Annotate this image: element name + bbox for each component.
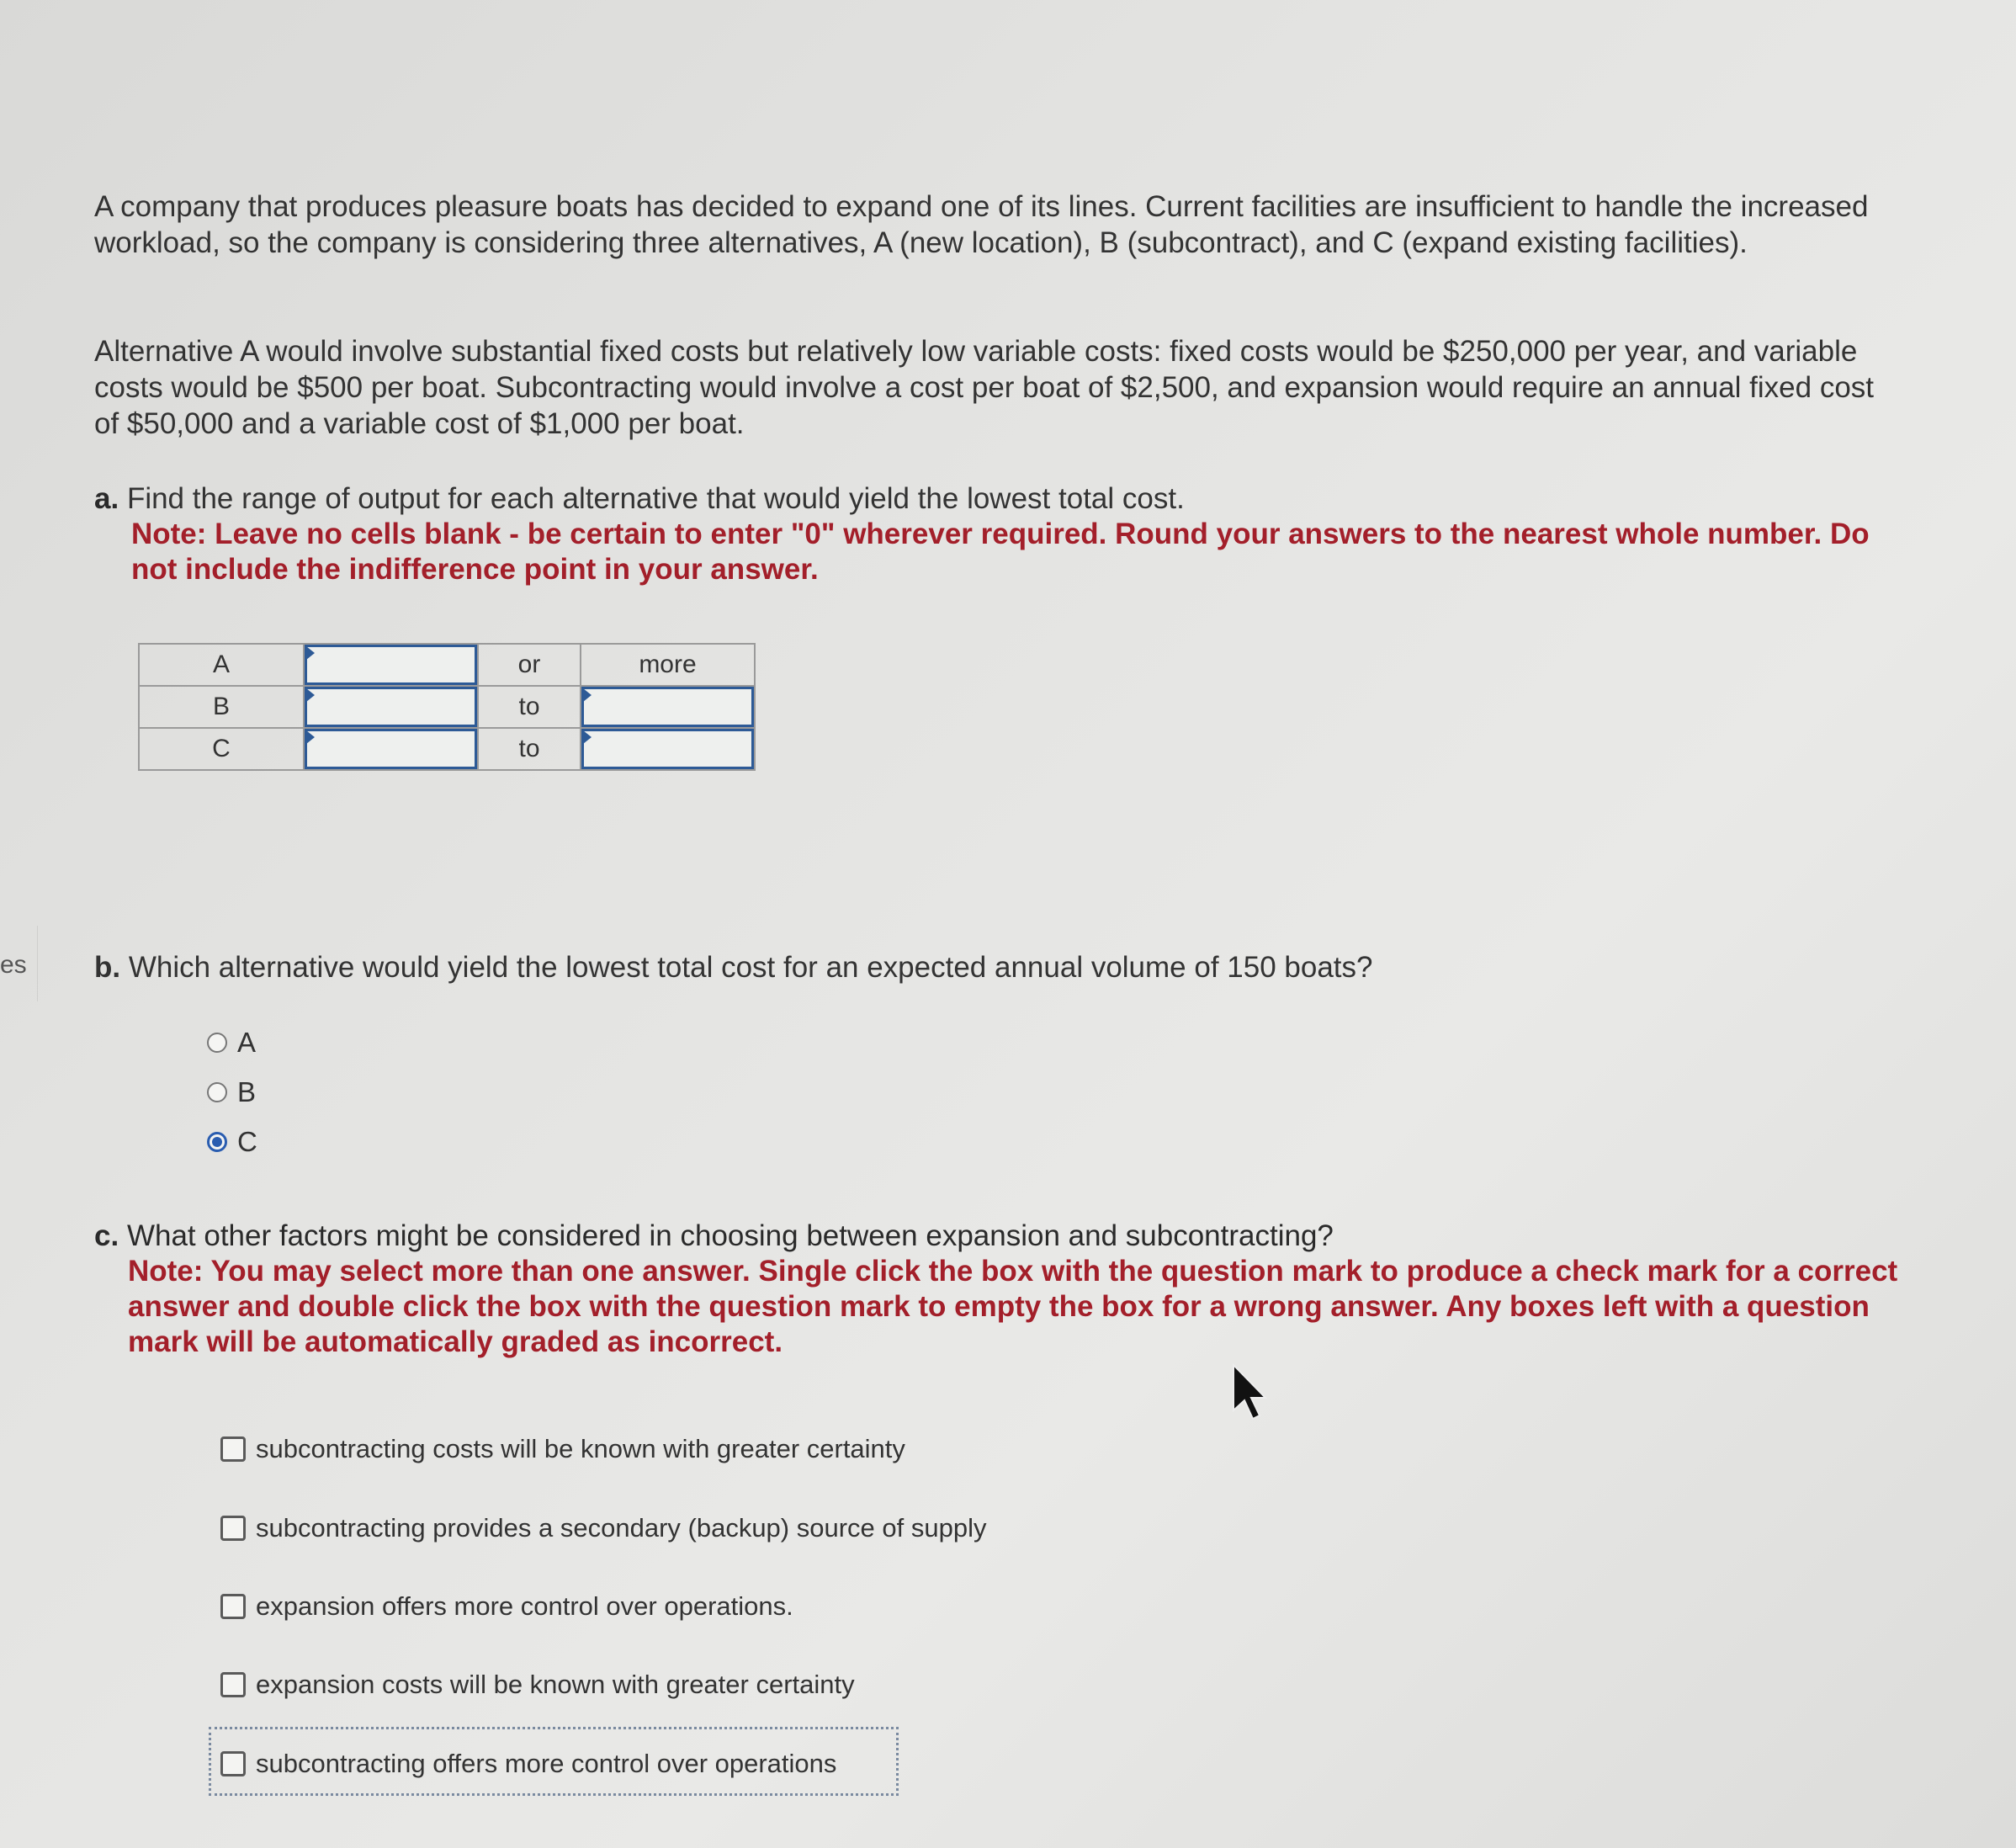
- part-c-note: Note: You may select more than one answer. Single click the box with the question mark to produce a check mark for a correct answer and double click the box with the question mark to empty the box for a wrong answer. Any boxes left with a question mark will be automatically graded as incorrect.: [128, 1255, 1898, 1358]
- part-a-note: Note: Leave no cells blank - be certain to enter "0" wherever required. Round your answers to the nearest whole number. Do not include the indifference point in your answer.: [131, 518, 1870, 586]
- radio-button[interactable]: [207, 1082, 227, 1102]
- row-c-start-input[interactable]: [305, 729, 477, 769]
- table-row: [139, 686, 755, 728]
- radio-label: B: [237, 1076, 257, 1107]
- input-flag-icon: [583, 688, 592, 702]
- row-a-end-text: more: [581, 644, 755, 686]
- table-row: [139, 644, 755, 686]
- factor-option-5[interactable]: [220, 1749, 836, 1779]
- part-c-question: [94, 1219, 1928, 1360]
- checkbox-label: subcontracting offers more control over operations: [256, 1749, 837, 1778]
- radio-option-a[interactable]: [207, 1027, 256, 1059]
- part-c-text: What other factors might be considered in choosing between expansion and subcontracting?: [126, 1219, 1334, 1252]
- checkbox-label: subcontracting costs will be known with greater certainty: [256, 1434, 905, 1463]
- problem-costs-paragraph: Alternative A would involve substantial fixed costs but relatively low variable costs: fixed costs would be $250,000 per year, and variable costs would be $500 per boat. Subcontracting would involve a cost per boat of $2,500, and expansion would require an annual fixed cost of $50,000 and a variable cost of $1,000 per boat.: [94, 335, 1875, 440]
- row-c-connector: to: [478, 728, 581, 770]
- row-a-start-cell: [304, 644, 478, 686]
- row-c-end-input[interactable]: [581, 729, 754, 769]
- row-b-start-input[interactable]: [305, 687, 477, 727]
- row-c-end-cell: [581, 728, 755, 770]
- checkbox[interactable]: [220, 1594, 246, 1619]
- part-b-label: b.: [94, 951, 121, 984]
- factor-option-2[interactable]: [220, 1513, 986, 1543]
- checkbox-label: subcontracting provides a secondary (backup) source of supply: [256, 1513, 987, 1543]
- part-b-text: Which alternative would yield the lowest total cost for an expected annual volume of 150 boats?: [128, 951, 1373, 984]
- table-row: [139, 728, 755, 770]
- row-c-start-cell: [304, 728, 478, 770]
- row-b-connector: to: [478, 686, 581, 728]
- part-a-text: Find the range of output for each alternative that would yield the lowest total cost.: [126, 482, 1185, 515]
- checkbox[interactable]: [220, 1672, 246, 1697]
- factor-option-3[interactable]: [220, 1591, 793, 1622]
- checkbox[interactable]: [220, 1751, 246, 1776]
- row-a-start-input[interactable]: [305, 645, 477, 685]
- checkbox[interactable]: [220, 1436, 246, 1462]
- radio-label: C: [237, 1126, 257, 1157]
- radio-button[interactable]: [207, 1033, 227, 1053]
- part-c-label: c.: [94, 1219, 119, 1252]
- radio-button-selected[interactable]: [207, 1132, 227, 1152]
- part-a-question: [94, 481, 1903, 587]
- range-answer-table: [138, 643, 756, 771]
- row-b-end-input[interactable]: [581, 687, 754, 727]
- row-label-a: A: [139, 644, 304, 686]
- input-flag-icon: [306, 646, 315, 660]
- radio-label: A: [237, 1027, 257, 1058]
- checkbox-label: expansion offers more control over operations.: [256, 1591, 793, 1621]
- problem-intro-paragraph: A company that produces pleasure boats has decided to expand one of its lines. Current facilities are insufficient to handle the increased workload, so the company is considering three alternatives, A (new location), B (subcontract), and C (expand existing facilities).: [94, 190, 1869, 259]
- row-label-b: B: [139, 686, 304, 728]
- left-panel-clipped-text: es: [0, 951, 27, 979]
- input-flag-icon: [583, 730, 592, 744]
- row-b-end-cell: [581, 686, 755, 728]
- row-a-connector: or: [478, 644, 581, 686]
- checkbox[interactable]: [220, 1516, 246, 1541]
- part-b-question: [94, 951, 1373, 985]
- factor-option-1[interactable]: [220, 1434, 905, 1464]
- checkbox-label: expansion costs will be known with greater certainty: [256, 1670, 855, 1699]
- row-label-c: C: [139, 728, 304, 770]
- radio-option-b[interactable]: [207, 1076, 256, 1108]
- part-a-label: a.: [94, 482, 119, 515]
- mouse-pointer-icon: [1230, 1363, 1272, 1426]
- row-b-start-cell: [304, 686, 478, 728]
- input-flag-icon: [306, 730, 315, 744]
- input-flag-icon: [306, 688, 315, 702]
- radio-option-c[interactable]: [207, 1126, 257, 1158]
- factor-option-4[interactable]: [220, 1670, 855, 1700]
